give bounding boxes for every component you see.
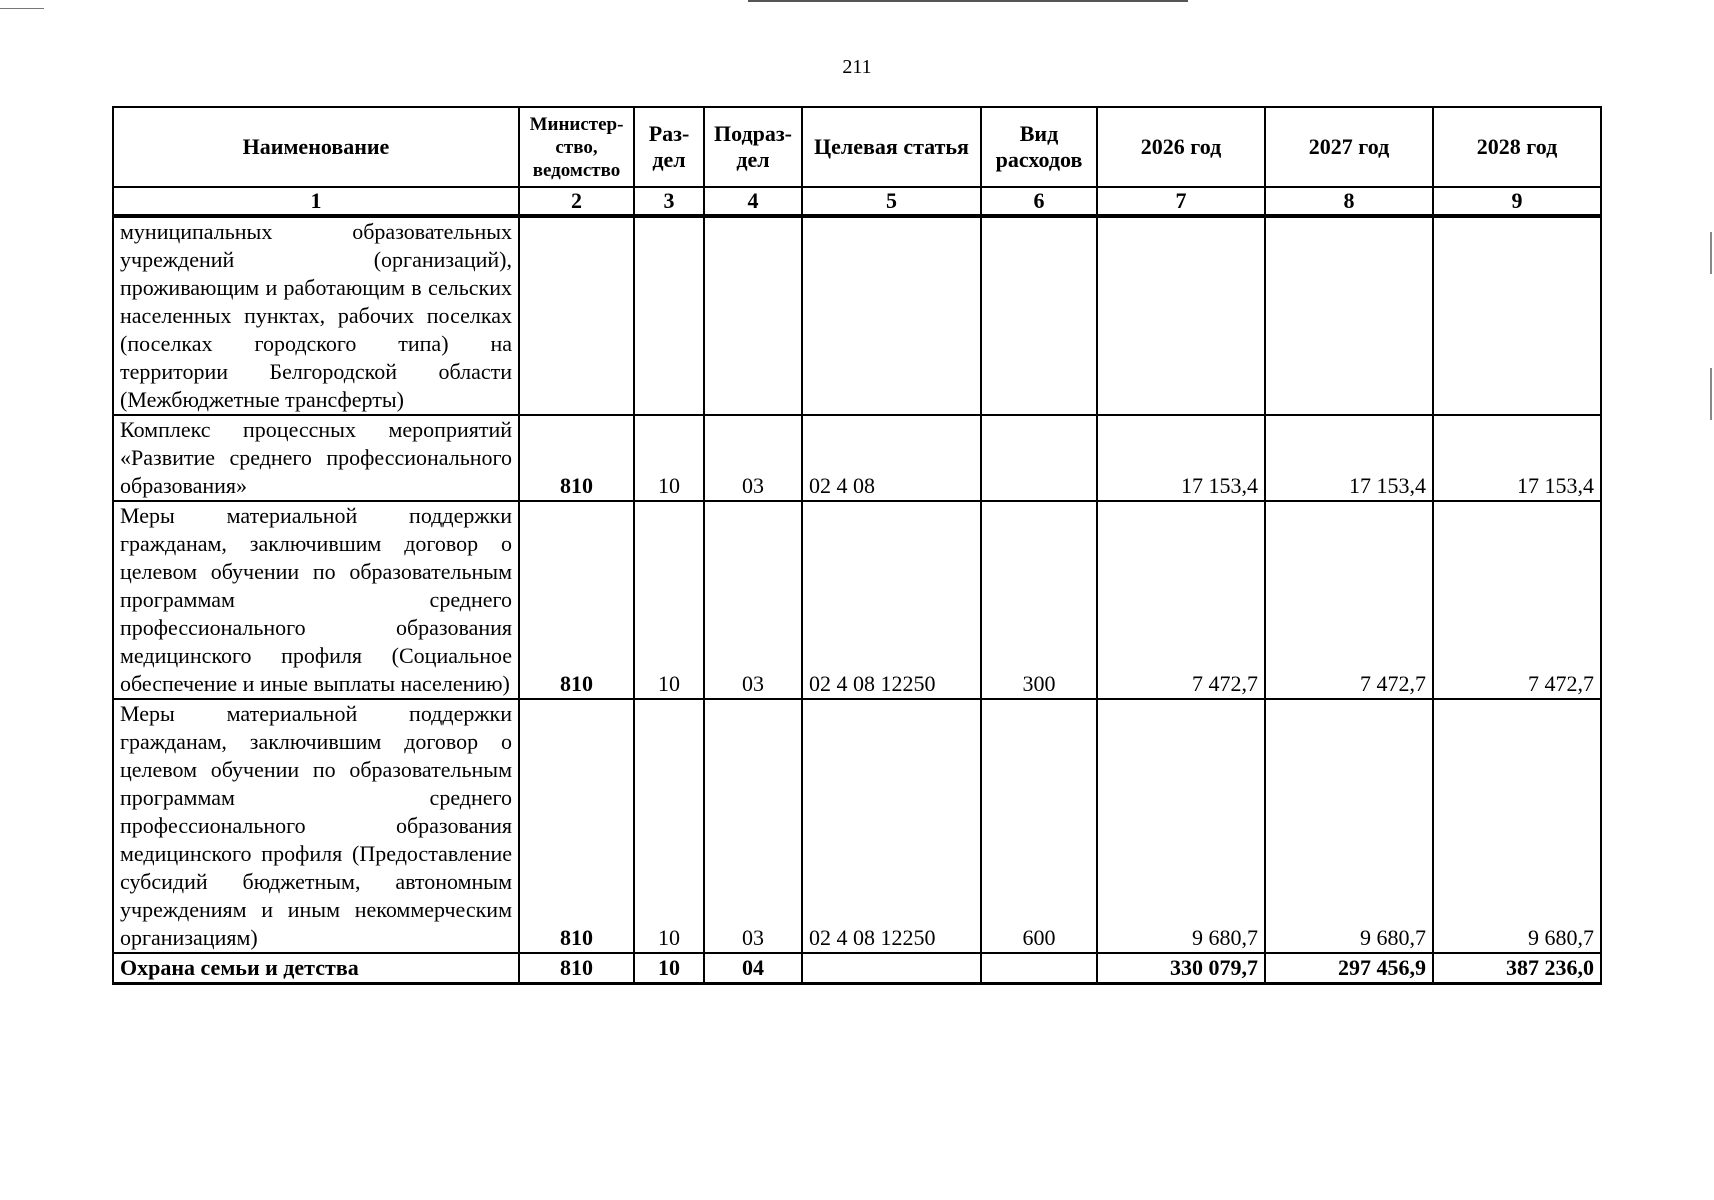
column-number: 9	[1433, 187, 1601, 216]
row-value-2028: 7 472,7	[1433, 501, 1601, 699]
row-ministry: 810	[519, 953, 634, 984]
row-value-2027	[1265, 216, 1433, 415]
row-target-article	[802, 216, 981, 415]
row-value-2028: 17 153,4	[1433, 415, 1601, 501]
header-target-article: Целевая статья	[802, 107, 981, 187]
row-subsection: 03	[704, 501, 802, 699]
table-row	[113, 216, 1601, 415]
column-number: 6	[981, 187, 1097, 216]
column-number-row	[113, 187, 1601, 216]
header-ministry: Министер-ство, ведомство	[519, 107, 634, 187]
scan-artifact-line	[748, 0, 1188, 2]
header-year-2026: 2026 год	[1097, 107, 1265, 187]
header-year-2027: 2027 год	[1265, 107, 1433, 187]
row-expense-kind	[981, 415, 1097, 501]
row-value-2026: 7 472,7	[1097, 501, 1265, 699]
row-subsection: 03	[704, 415, 802, 501]
scan-artifact-mark	[1710, 232, 1712, 274]
header-expense-kind: Вид расходов	[981, 107, 1097, 187]
row-subsection: 04	[704, 953, 802, 984]
header-subsection: Подраз-дел	[704, 107, 802, 187]
table-row	[113, 415, 1601, 501]
row-name: Охрана семьи и детства	[113, 953, 519, 984]
row-target-article: 02 4 08	[802, 415, 981, 501]
header-year-2028: 2028 год	[1433, 107, 1601, 187]
row-expense-kind	[981, 216, 1097, 415]
header-section: Раз-дел	[634, 107, 704, 187]
section-total-row	[113, 953, 1601, 984]
row-section: 10	[634, 501, 704, 699]
row-value-2026: 330 079,7	[1097, 953, 1265, 984]
row-name: Меры материальной поддержки гражданам, заключившим договор о целевом обучении по образовательным программам среднего профессионального образования медицинского профиля (Предоставление субсидий бюджетным, автономным учреждениям и иным некоммерческим организациям)	[113, 699, 519, 953]
row-value-2028: 387 236,0	[1433, 953, 1601, 984]
table-header-row	[113, 107, 1601, 187]
row-value-2028	[1433, 216, 1601, 415]
row-ministry: 810	[519, 415, 634, 501]
row-section: 10	[634, 699, 704, 953]
row-section: 10	[634, 953, 704, 984]
column-number: 7	[1097, 187, 1265, 216]
row-ministry: 810	[519, 501, 634, 699]
header-name: Наименование	[113, 107, 519, 187]
column-number: 5	[802, 187, 981, 216]
row-value-2026: 9 680,7	[1097, 699, 1265, 953]
page-number: 211	[842, 56, 872, 78]
column-number: 2	[519, 187, 634, 216]
row-value-2028: 9 680,7	[1433, 699, 1601, 953]
row-section	[634, 216, 704, 415]
row-name: муниципальных образовательных учреждений (организаций), проживающим и работающим в сельских населенных пунктах, рабочих поселках (поселках городского типа) на территории Белгородской области (Межбюджетные трансферты)	[113, 216, 519, 415]
row-expense-kind: 600	[981, 699, 1097, 953]
row-subsection: 03	[704, 699, 802, 953]
row-value-2027: 17 153,4	[1265, 415, 1433, 501]
row-value-2027: 9 680,7	[1265, 699, 1433, 953]
row-name: Меры материальной поддержки гражданам, заключившим договор о целевом обучении по образовательным программам среднего профессионального образования медицинского профиля (Социальное обеспечение и иные выплаты населению)	[113, 501, 519, 699]
row-target-article: 02 4 08 12250	[802, 501, 981, 699]
row-subsection	[704, 216, 802, 415]
row-value-2027: 297 456,9	[1265, 953, 1433, 984]
column-number: 1	[113, 187, 519, 216]
column-number: 4	[704, 187, 802, 216]
table-row	[113, 501, 1601, 699]
scan-artifact-mark	[0, 8, 44, 9]
row-ministry: 810	[519, 699, 634, 953]
row-expense-kind: 300	[981, 501, 1097, 699]
row-value-2026: 17 153,4	[1097, 415, 1265, 501]
column-number: 8	[1265, 187, 1433, 216]
row-section: 10	[634, 415, 704, 501]
row-target-article: 02 4 08 12250	[802, 699, 981, 953]
column-number: 3	[634, 187, 704, 216]
row-name: Комплекс процессных мероприятий «Развитие среднего профессионального образования»	[113, 415, 519, 501]
table-row	[113, 699, 1601, 953]
row-value-2026	[1097, 216, 1265, 415]
budget-table	[112, 106, 1602, 985]
row-value-2027: 7 472,7	[1265, 501, 1433, 699]
scan-artifact-mark	[1710, 368, 1712, 420]
row-expense-kind	[981, 953, 1097, 984]
row-ministry	[519, 216, 634, 415]
row-target-article	[802, 953, 981, 984]
